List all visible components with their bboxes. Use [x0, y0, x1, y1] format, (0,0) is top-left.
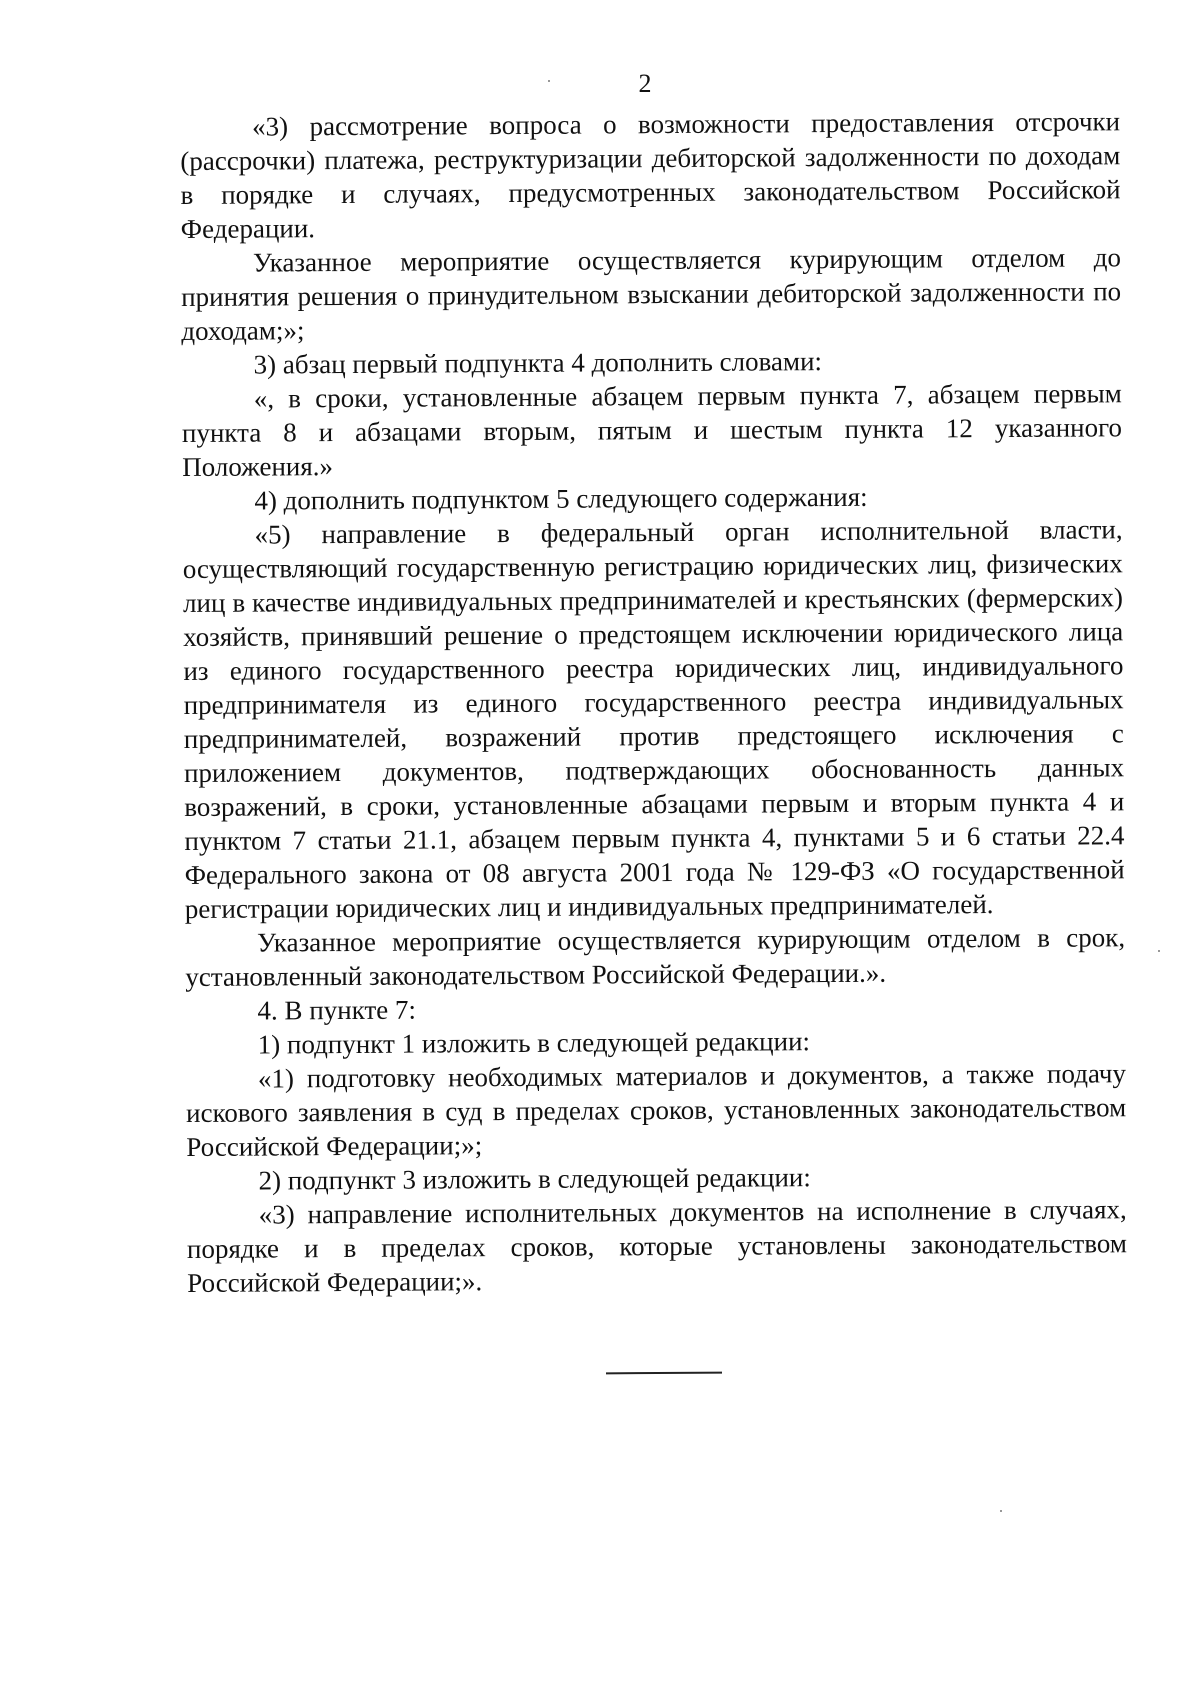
- paragraph-item-3-deferral: «3) рассмотрение вопроса о возможности предоставления отсрочки (рассрочки) платежа, реструктуризации дебиторской задолженности по доходам в порядке и случаях, предусмотренных законодательством Российской Федерации.: [180, 106, 1121, 244]
- paragraph-item-3-enforcement: «3) направление исполнительных документов на исполнение в случаях, порядке и в пределах сроков, которые установлены законодательством Российской Федерации;».: [186, 1194, 1128, 1298]
- scan-speck: [1158, 950, 1160, 952]
- paragraph-point-7-heading: 4. В пункте 7:: [257, 994, 417, 1026]
- scan-speck: [548, 80, 550, 82]
- end-of-text-rule: [606, 1372, 722, 1375]
- page-number: 2: [638, 69, 652, 98]
- paragraph-add-subitem-5: 4) дополнить подпунктом 5 следующего содержания:: [254, 481, 868, 516]
- paragraph-measure-before-enforcement: Указанное мероприятие осуществляется курирующим отделом до принятия решения о принудительном взыскании дебиторской задолженности по доходам;»;: [181, 242, 1122, 346]
- paragraph-subitem-3-revision: 2) подпункт 3 изложить в следующей редакции:: [258, 1162, 811, 1196]
- paragraph-deadlines-quote: «, в сроки, установленные абзацем первым пункта 7, абзацем первым пункта 8 и абзацами вторым, пятым и шестым пункта 12 указанного Положения.»: [181, 378, 1123, 482]
- scan-speck: [1000, 1510, 1002, 1512]
- document-body: [180, 104, 1127, 1300]
- paragraph-item-1-lawsuit: «1) подготовку необходимых материалов и документов, а также подачу искового заявления в суд в пределах сроков, установленных законодательством Российской Федерации;»;: [186, 1058, 1127, 1162]
- paragraph-measure-deadline: Указанное мероприятие осуществляется курирующим отделом в срок, установленный законодательством Российской Федерации.».: [185, 922, 1126, 992]
- paragraph-item-5-objections: «5) направление в федеральный орган исполнительной власти, осуществляющий государственную регистрацию юридических лиц, физических лиц в качестве индивидуальных предпринимателей и крестьянских (фермерских) хозяйств, принявший решение о предстоящем исключении юридического лица из единого государственного реестра юридических лиц, индивидуального предпринимателя из единого государственного реестра индивидуальных предпринимателей, возражений против предстоящего исключения с приложением документов, подтверждающих обоснованность данных возражений, в сроки, установленные абзацами первым и вторым пункта 4 и пунктом 7 статьи 21.1, абзацем первым пункта 4, пунктами 5 и 6 статьи 22.4 Федерального закона от 08 августа 2001 года № 129-ФЗ «О государственной регистрации юридических лиц и индивидуальных предпринимателей.: [182, 514, 1125, 924]
- paragraph-subitem-4-amendment: 3) абзац первый подпункта 4 дополнить словами:: [253, 346, 823, 380]
- paragraph-subitem-1-revision: 1) подпункт 1 изложить в следующей редакции:: [257, 1026, 811, 1060]
